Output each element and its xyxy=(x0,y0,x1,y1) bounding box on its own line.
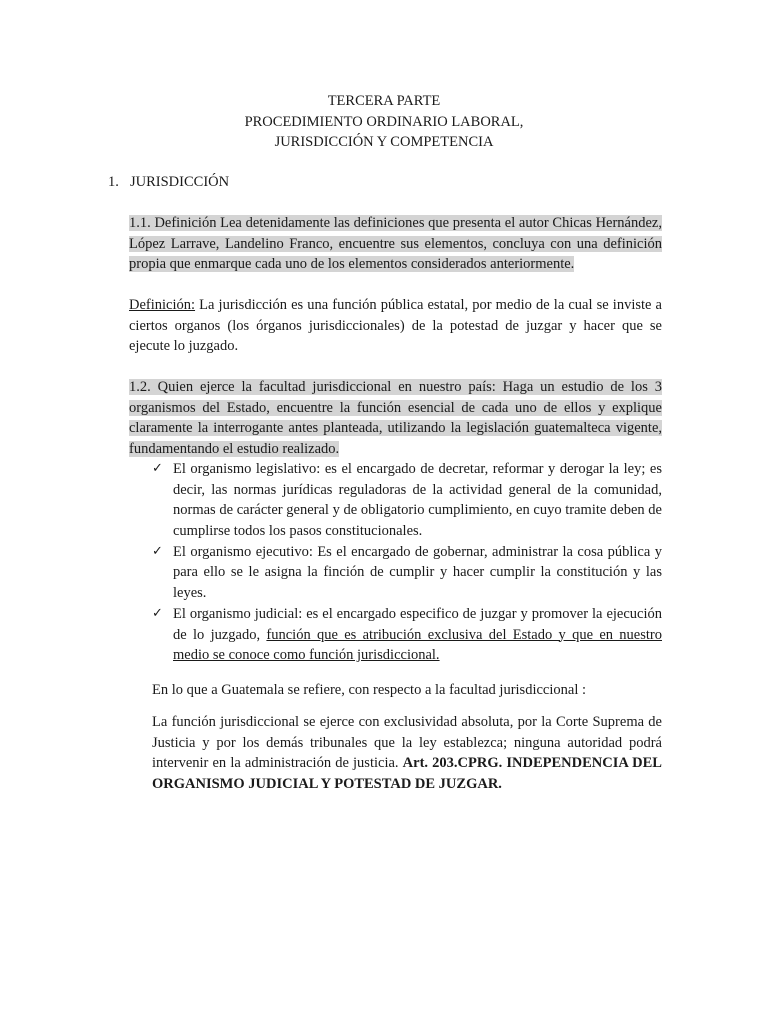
section-title: JURISDICCIÓN xyxy=(130,174,230,190)
question-1-1-text-a: Lea detenidamente las definiciones que presenta el autor Chicas Hernández, xyxy=(216,215,662,231)
article-reference: Art. 203.CPRG. INDEPENDENCIA DEL ORGANISMO JUDICIAL Y POTESTAD DE JUZGAR. xyxy=(152,755,662,792)
definition-label: Definición: xyxy=(129,297,196,313)
checklist-item-underlined-text: función que es atribución exclusiva del Estado y que en nuestro medio se conoce como función jurisdiccional. xyxy=(173,626,662,664)
intro-paragraph: En lo que a Guatemala se refiere, con respecto a la facultad jurisdiccional : xyxy=(152,682,586,698)
document-title xyxy=(0,91,768,153)
organisms-checklist xyxy=(152,459,662,666)
title-line-1: TERCERA PARTE xyxy=(327,93,441,109)
question-1-1-text-c: Landelino Franco, encuentre sus elementos, concluya con una definición propia que enmarque cada uno de los elementos considerados anteriormente. xyxy=(129,235,662,273)
final-paragraph-text: La función jurisdiccional se ejerce con exclusividad absoluta, por la Corte Suprema de Justicia y por los demás tribunales que la ley establezca; ninguna autoridad podrá intervenir en la administración de justicia. xyxy=(152,714,662,772)
question-1-2-text-b: encuentre la función esencial de cada uno de ellos y explique claramente la interrogante antes planteada, utilizando la legislación guatemalteca vigente, xyxy=(129,399,662,437)
section-heading-jurisdiccion xyxy=(108,172,229,192)
checklist-item-judicial xyxy=(152,604,662,666)
final-paragraph xyxy=(152,712,662,794)
definition-paragraph xyxy=(129,295,662,357)
question-1-1 xyxy=(129,213,662,275)
question-1-2 xyxy=(129,377,662,459)
checklist-item-text: El organismo judicial: es el encargado especifico de juzgar y promover la ejecución de lo juzgado, xyxy=(173,605,662,643)
question-1-2-text-c: fundamentando el estudio realizado. xyxy=(129,440,340,457)
check-icon: ✓ xyxy=(152,543,163,559)
check-icon: ✓ xyxy=(152,605,163,621)
title-line-3: JURISDICCIÓN Y COMPETENCIA xyxy=(274,134,494,150)
check-icon: ✓ xyxy=(152,461,163,476)
question-1-2-text-a: 1.2. Quien ejerce la facultad jurisdiccional en nuestro país: Haga un estudio de los 3 organismos del Estado, xyxy=(129,379,662,416)
title-line-2: PROCEDIMIENTO ORDINARIO LABORAL, xyxy=(244,113,524,130)
section-number: 1. xyxy=(108,174,119,190)
checklist-item-text: El organismo ejecutivo: Es el encargado de gobernar, administrar la cosa pública y para ello se le asigna la finción de cumplir y hacer cumplir la constitución y las leyes. xyxy=(173,543,662,601)
question-1-1-label: 1.1. Definición xyxy=(129,215,217,231)
checklist-item-text: El organismo legislativo: es el encargado de decretar, reformar y derogar la ley; es decir, las normas jurídicas reguladoras de la actividad general de la comunidad, normas de carácter general y de obligatorio cumplimiento, en cuyo tramite deben de cumplirse todos los pasos constitucionales. xyxy=(173,461,662,539)
checklist-item-legislativo xyxy=(152,459,662,541)
checklist-item-ejecutivo xyxy=(152,542,662,604)
question-1-1-text-b: López Larrave, xyxy=(129,235,220,252)
definition-text: La jurisdicción es una función pública estatal, por medio de la cual se inviste a ciertos organos (los órganos jurisdiccionales) de la potestad de juzgar y hacer que se ejecute lo juzgado. xyxy=(129,297,662,355)
